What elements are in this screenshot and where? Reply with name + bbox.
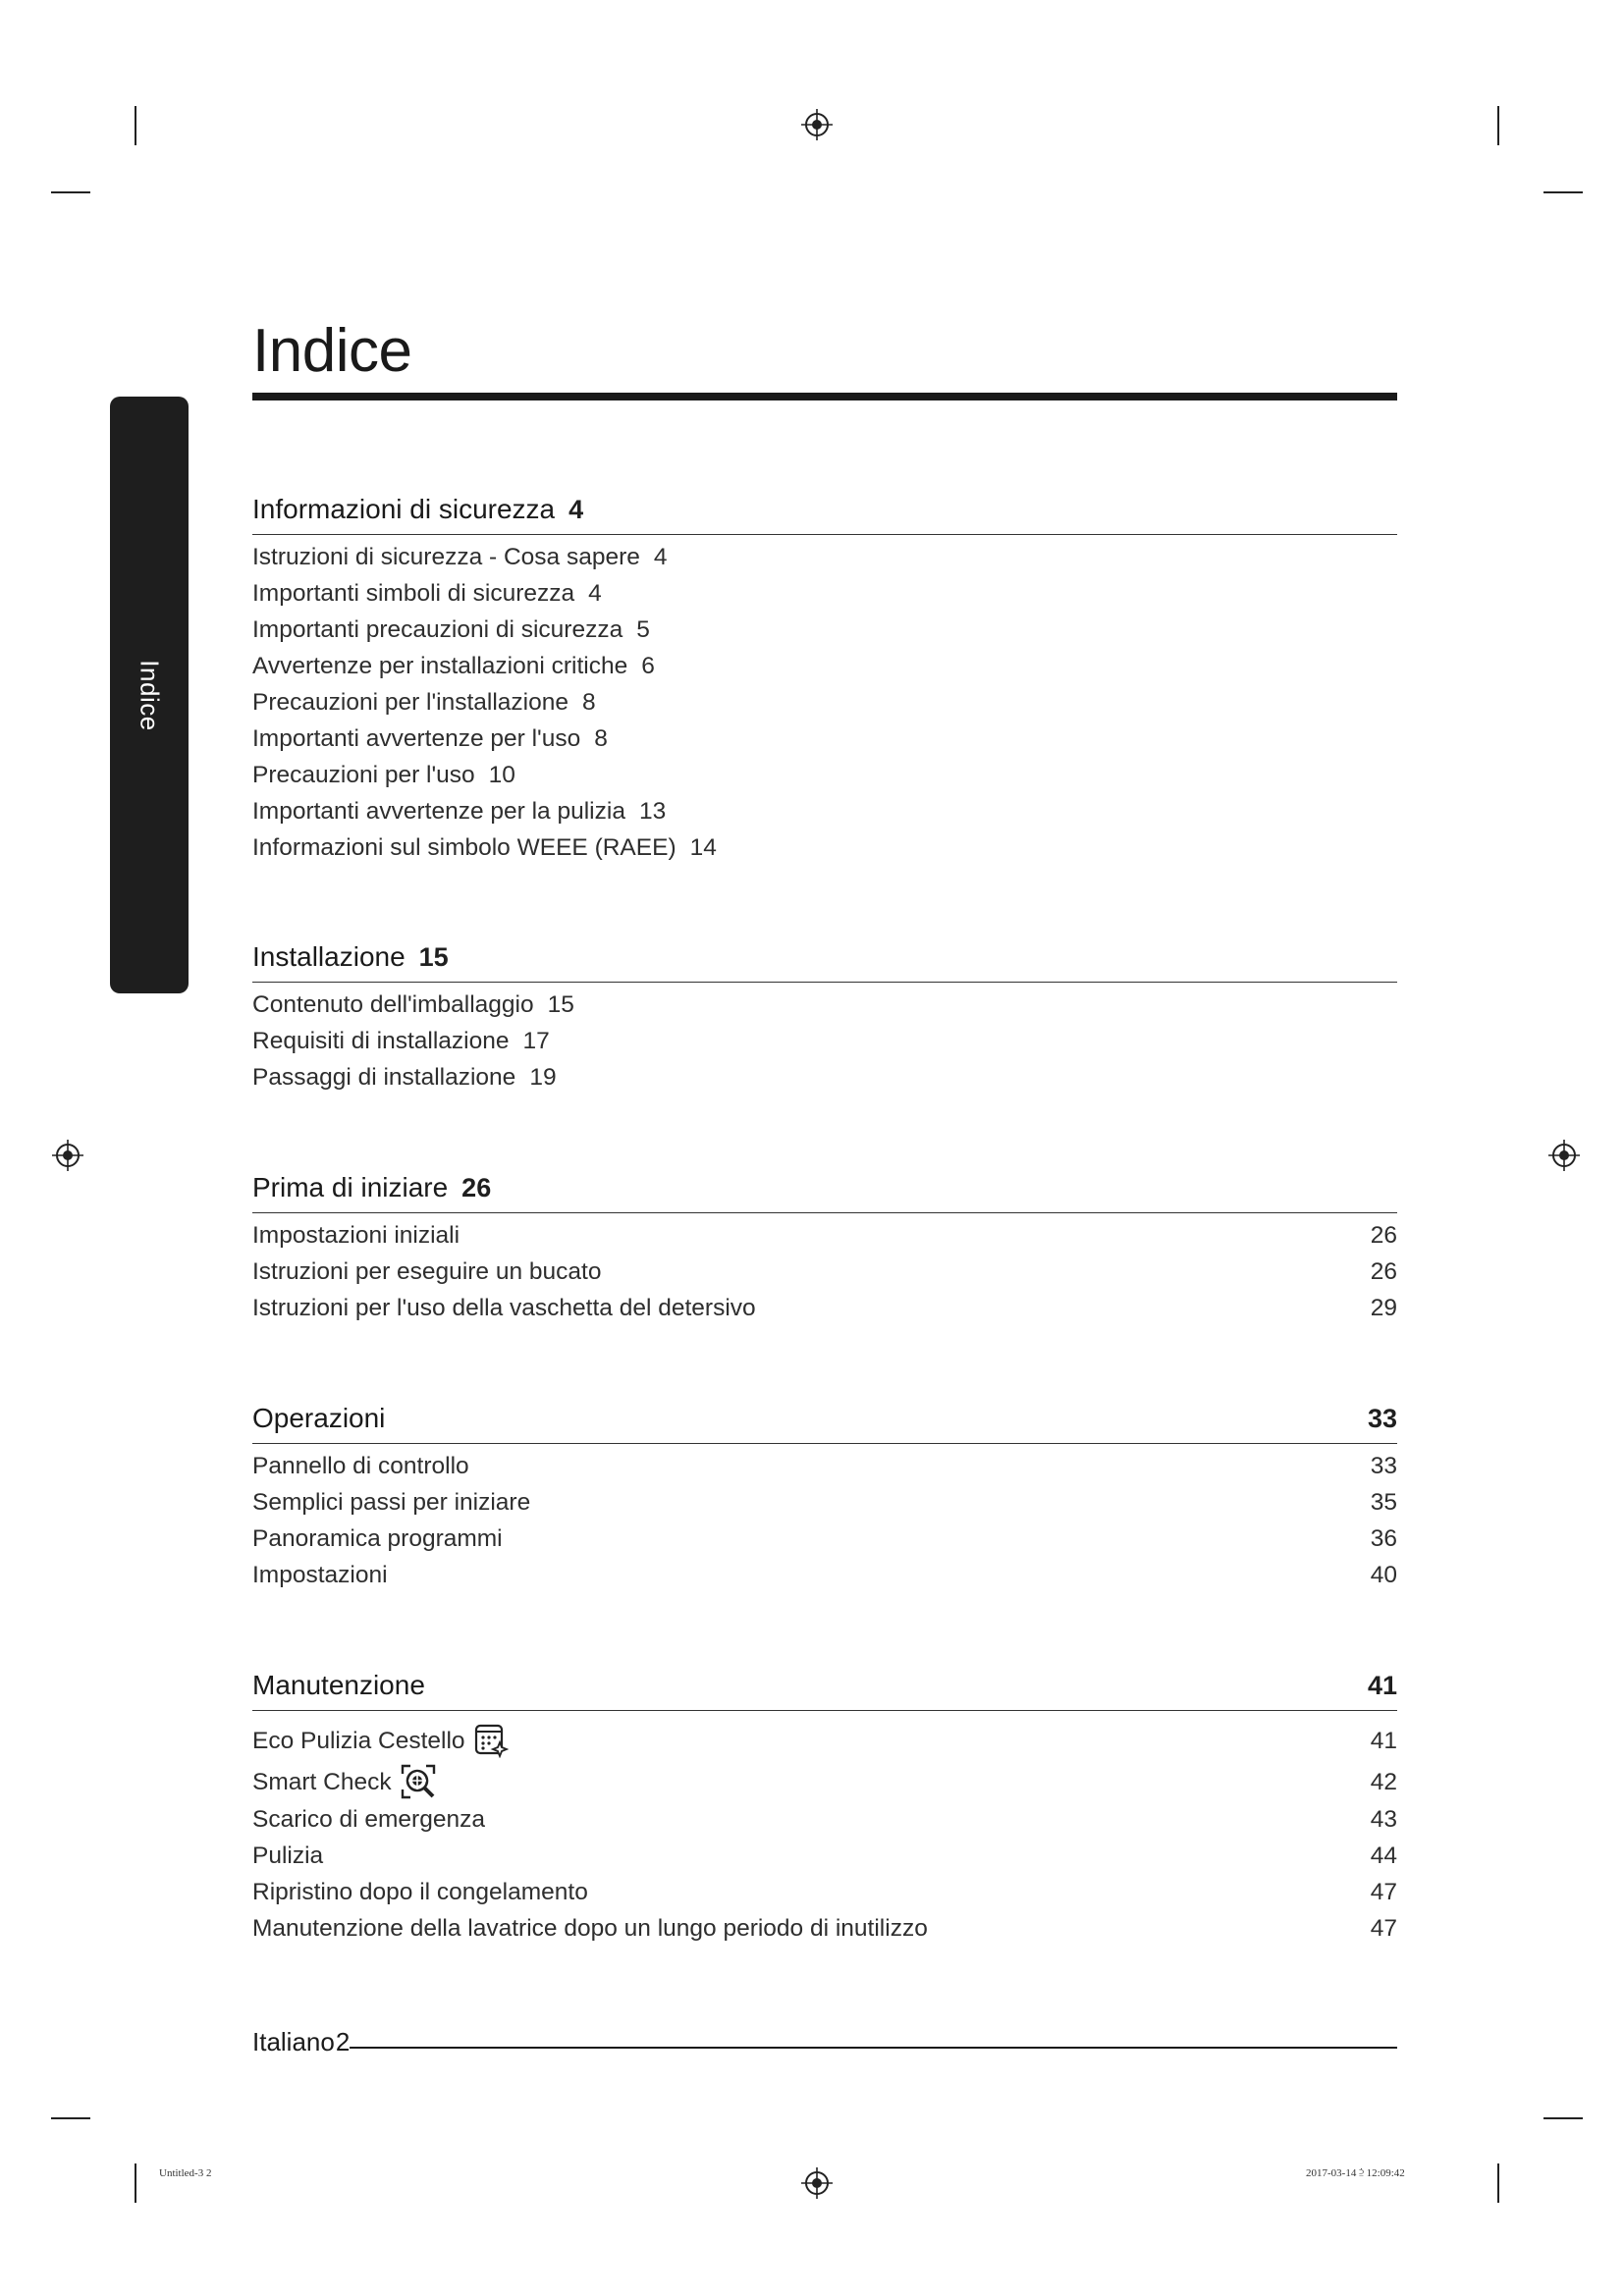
toc-entry: [252, 684, 1397, 721]
crop-mark: [51, 2117, 90, 2119]
entry-label: Smart Check: [252, 1768, 392, 1795]
entry-label: Importanti avvertenze per l'uso: [252, 725, 581, 752]
toc-entry: [252, 1290, 1397, 1326]
crop-mark: [1497, 2163, 1499, 2203]
section-page: 33: [1367, 1404, 1397, 1433]
entry-page: 4: [588, 580, 602, 607]
crop-mark: [135, 2163, 136, 2203]
entry-label: Importanti simboli di sicurezza: [252, 580, 575, 607]
section-header: [252, 1667, 1397, 1711]
section-title: Manutenzione: [252, 1670, 425, 1700]
registration-mark-icon: [800, 108, 834, 141]
entry-label: Passaggi di installazione: [252, 1064, 516, 1091]
crop-mark: [51, 191, 90, 193]
print-slug-left: Untitled-3 2: [159, 2167, 212, 2179]
section-title: Installazione: [252, 941, 406, 972]
toc-entry: [252, 829, 1397, 866]
entry-label: Panoramica programmi: [252, 1525, 503, 1552]
entry-page: 13: [638, 798, 667, 825]
toc-entry: [252, 757, 1397, 793]
footer-rule: [350, 2047, 1397, 2049]
entry-page: 40: [1370, 1562, 1397, 1588]
crop-mark: [1543, 191, 1583, 193]
entry-label: Istruzioni di sicurezza - Cosa sapere: [252, 544, 640, 570]
crop-mark: [135, 106, 136, 145]
toc-section-installation: [252, 938, 1397, 1095]
toc-entry: [252, 1910, 1397, 1947]
toc-entry: [252, 1023, 1397, 1059]
toc-entry: [252, 1484, 1397, 1521]
entry-page: 19: [529, 1064, 557, 1091]
section-page: 15: [418, 942, 449, 972]
toc-entry: [252, 1719, 1397, 1762]
entry-page: 33: [1370, 1453, 1397, 1479]
toc-section-maintenance: [252, 1667, 1397, 1947]
entry-page: 29: [1370, 1295, 1397, 1321]
section-header: [252, 938, 1397, 983]
toc-entry: [252, 1217, 1397, 1254]
toc-entry: [252, 1521, 1397, 1557]
entry-label: Importanti avvertenze per la pulizia: [252, 798, 625, 825]
title-rule: [252, 393, 1397, 400]
entry-label: Eco Pulizia Cestello: [252, 1727, 465, 1754]
entry-label: Avvertenze per installazioni critiche: [252, 653, 628, 679]
entry-page: 5: [636, 616, 650, 643]
entry-page: 26: [1370, 1222, 1397, 1249]
toc-entry: [252, 1059, 1397, 1095]
entry-label: Istruzioni per eseguire un bucato: [252, 1258, 602, 1285]
toc-entry: [252, 793, 1397, 829]
entry-page: 41: [1370, 1727, 1397, 1754]
entry-label: Manutenzione della lavatrice dopo un lungo periodo di inutilizzo: [252, 1915, 928, 1942]
section-page: 41: [1367, 1671, 1397, 1700]
section-header: [252, 1169, 1397, 1213]
entry-page: 26: [1370, 1258, 1397, 1285]
entry-label: Informazioni sul simbolo WEEE (RAEE): [252, 834, 677, 861]
entry-label: Pannello di controllo: [252, 1453, 469, 1479]
toc-entry: [252, 1801, 1397, 1838]
registration-mark-icon: [1547, 1139, 1581, 1172]
footer-page-number: 2: [335, 2027, 351, 2056]
side-tab-label: Indice: [135, 659, 165, 731]
entry-label: Requisiti di installazione: [252, 1028, 510, 1054]
smart-check-icon: [400, 1763, 437, 1800]
entry-page: 15: [547, 991, 574, 1018]
page-title: Indice: [252, 317, 412, 385]
entry-page: 42: [1370, 1768, 1397, 1795]
toc-entry: [252, 721, 1397, 757]
section-header: [252, 1400, 1397, 1444]
entry-page: 8: [582, 689, 596, 716]
toc-section-safety: [252, 491, 1397, 866]
entry-page: 8: [594, 725, 608, 752]
toc-entry: [252, 612, 1397, 648]
section-title: Operazioni: [252, 1403, 386, 1433]
toc-entry: [252, 1448, 1397, 1484]
print-slug-right: 2017-03-14 ⫄ 12:09:42: [1306, 2167, 1405, 2179]
entry-label: Importanti precauzioni di sicurezza: [252, 616, 623, 643]
entry-page: 36: [1370, 1525, 1397, 1552]
section-page: 26: [461, 1173, 492, 1202]
footer-language: Italiano: [252, 2027, 335, 2056]
side-tab: [110, 397, 189, 993]
entry-page: 47: [1370, 1879, 1397, 1905]
entry-label: Scarico di emergenza: [252, 1806, 485, 1833]
section-title: Prima di iniziare: [252, 1172, 449, 1202]
entry-label: Impostazioni iniziali: [252, 1222, 460, 1249]
entry-page: 44: [1370, 1842, 1397, 1869]
entry-label: Istruzioni per l'uso della vaschetta del detersivo: [252, 1295, 756, 1321]
toc-entry: [252, 1557, 1397, 1593]
toc-entry: [252, 1254, 1397, 1290]
entry-label: Precauzioni per l'uso: [252, 762, 475, 788]
toc-section-operations: [252, 1400, 1397, 1593]
section-page: 4: [568, 495, 584, 524]
entry-page: 17: [522, 1028, 550, 1054]
section-title: Informazioni di sicurezza: [252, 494, 556, 524]
toc-entry: [252, 539, 1397, 575]
drum-clean-icon: [473, 1723, 509, 1758]
entry-label: Precauzioni per l'installazione: [252, 689, 568, 716]
crop-mark: [1497, 106, 1499, 145]
registration-mark-icon: [800, 2166, 834, 2200]
toc-entry: [252, 575, 1397, 612]
entry-label: Impostazioni: [252, 1562, 388, 1588]
crop-mark: [1543, 2117, 1583, 2119]
toc-entry: [252, 1762, 1397, 1801]
entry-page: 14: [689, 834, 717, 861]
footer-page-label: [252, 2027, 350, 2057]
toc-section-before-starting: [252, 1169, 1397, 1326]
section-header: [252, 491, 1397, 535]
entry-page: 43: [1370, 1806, 1397, 1833]
toc-entry: [252, 1874, 1397, 1910]
entry-page: 10: [488, 762, 515, 788]
entry-label: Contenuto dell'imballaggio: [252, 991, 534, 1018]
entry-page: 4: [653, 544, 668, 570]
entry-page: 47: [1370, 1915, 1397, 1942]
toc-entry: [252, 1838, 1397, 1874]
entry-label: Ripristino dopo il congelamento: [252, 1879, 588, 1905]
toc-entry: [252, 648, 1397, 684]
entry-label: Pulizia: [252, 1842, 324, 1869]
toc-entry: [252, 987, 1397, 1023]
entry-label: Semplici passi per iniziare: [252, 1489, 531, 1516]
entry-page: 6: [641, 653, 655, 679]
entry-page: 35: [1370, 1489, 1397, 1516]
registration-mark-icon: [51, 1139, 84, 1172]
